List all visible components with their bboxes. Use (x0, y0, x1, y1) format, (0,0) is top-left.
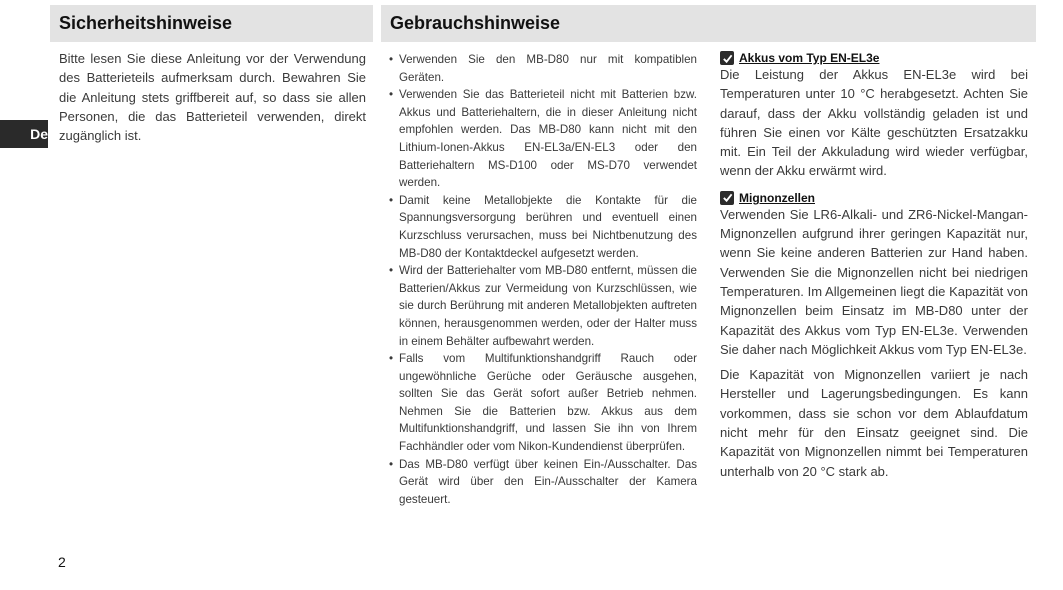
language-label: De (30, 126, 48, 142)
page-number: 2 (58, 554, 66, 570)
bullet-item: • Das MB-D80 verfügt über keinen Ein-/Ausschalter. Das Gerät wird über den Ein-/Ausschalter der Kamera gesteuert. (389, 457, 697, 506)
intro-paragraph: Bitte lesen Sie diese Anleitung vor der Verwendung des Batterieteils aufmerksam durch. Bewahren Sie die Anleitung stets griffbereit auf, so dass sie allen Personen, die das Batterieteil verwenden, direkt zugänglich ist. (59, 51, 366, 144)
section-header-safety (50, 5, 373, 42)
note-mignon-text-1: Verwenden Sie LR6-Alkali- und ZR6-Nickel-Mangan-Mignonzellen aufgrund ihrer geringen Kapazität nur, wenn Sie keine anderen Batterien zur Hand haben. Verwenden Sie die Mignonzellen nicht bei niedrigen Temperaturen. Im Allgemeinen liegt die Kapazität von Mignonzellen beim Einsatz im MB-D80 unter der Kapazität des Akkus vom Typ EN-EL3e. Verwenden Sie daher nach Möglichkeit Akkus vom Typ EN-EL3e. (720, 206, 1028, 357)
section-title-usage: Gebrauchshinweise (390, 13, 561, 33)
bullet-item: • Verwenden Sie den MB-D80 nur mit kompatiblen Geräten. (389, 53, 697, 84)
bullet-text: Falls vom Multifunktionshandgriff Rauch oder ungewöhnliche Gerüche oder Geräusche ausgehen, sollten Sie das Gerät sofort außer Betrieb nehmen. Nehmen Sie die Batterien bzw. Akkus aus dem Multifunktionshandgriff, und lassen Sie ihn von Ihrem Fachhändler oder vom Nikon-Kundendienst überprüfen. (399, 352, 697, 454)
note-title-akkus-text: Akkus vom Typ EN-EL3e (739, 51, 880, 65)
checkmark-icon (720, 191, 734, 205)
bullet-item: • Falls vom Multifunktionshandgriff Rauch oder ungewöhnliche Gerüche oder Geräusche ausgehen, sollten Sie das Gerät sofort außer Betrieb nehmen. Nehmen Sie die Batterien bzw. Akkus aus dem Multifunktionshandgriff, und lassen Sie ihn von Ihrem Fachhändler oder vom Nikon-Kundendienst überprüfen. (389, 352, 697, 454)
section-title-safety: Sicherheitshinweise (59, 13, 233, 33)
notes-column (720, 51, 1028, 481)
bullet-item: • Wird der Batteriehalter vom MB-D80 entfernt, müssen die Batterien/Akkus zur Vermeidung von Kurzschlüssen, wie sie durch Berührung mit anderen Metallobjekten auftreten können, herausgenommen werden, oder der Halter muss in einem Behälter aufbewahrt werden. (389, 264, 697, 348)
note-akkus-text: Die Leistung der Akkus EN-EL3e wird bei Temperaturen unter 10 °C herabgesetzt. Achten Sie darauf, dass der Akku vollständig geladen ist und führen Sie einen vor Kälte geschützten Ersatzakku mit. Ein Teil der Akkuladung wird wieder verfügbar, wenn der Akku erwärmt wird. (720, 67, 1028, 179)
language-tab (0, 120, 48, 148)
note-title-mignon-text: Mignonzellen (739, 190, 815, 205)
bullet-text: Damit keine Metallobjekte die Kontakte für die Spannungsversorgung berühren und eventuell einen Kurzschluss verursachen, muss bei Nichtbenutzung des MB-D80 der Kontaktdeckel aufgesetzt werden. (399, 193, 697, 260)
bullet-item: • Verwenden Sie das Batterieteil nicht mit Batterien bzw. Akkus und Batteriehaltern, die in dieser Anleitung nicht empfohlen werden. Das MB-D80 kann nicht mit den Lithium-Ionen-Akkus EN-EL3a/EN-EL3 oder den Batteriehaltern MS-D100 oder MS-D70 verwendet werden. (389, 88, 697, 190)
note-mignon-text-2: Die Kapazität von Mignonzellen variiert je nach Hersteller und Lagerungsbedingungen. Es kann vorkommen, dass sie schon vor dem Ablaufdatum nicht mehr für den Einsatz geeignet sind. Die Kapazität von Mignonzellen nimmt bei Temperaturen unterhalb von 20 °C stark ab. (720, 367, 1028, 479)
bullet-text: Wird der Batteriehalter vom MB-D80 entfernt, müssen die Batterien/Akkus zur Vermeidung von Kurzschlüssen, wie sie durch Berührung mit anderen Metallobjekten auftreten können, herausgenommen werden, oder der Halter muss in einem Behälter aufbewahrt werden. (399, 264, 697, 348)
bullet-text: Das MB-D80 verfügt über keinen Ein-/Ausschalter. Das Gerät wird über den Ein-/Ausschalter der Kamera gesteuert. (399, 457, 697, 506)
checkmark-icon (720, 51, 734, 65)
bullet-text: Verwenden Sie den MB-D80 nur mit kompatiblen Geräten. (399, 53, 697, 84)
usage-bullet-list (389, 51, 697, 508)
note-title-mignon (720, 191, 1028, 205)
bullet-item: • Damit keine Metallobjekte die Kontakte für die Spannungsversorgung berühren und eventuell einen Kurzschluss verursachen, muss bei Nichtbenutzung des MB-D80 der Kontaktdeckel aufgesetzt werden. (389, 193, 697, 260)
section-header-usage (381, 5, 1036, 42)
bullet-text: Verwenden Sie das Batterieteil nicht mit Batterien bzw. Akkus und Batteriehaltern, die in dieser Anleitung nicht empfohlen werden. Das MB-D80 kann nicht mit den Lithium-Ionen-Akkus EN-EL3a/EN-EL3 oder den Batteriehaltern MS-D100 oder MS-D70 verwendet werden. (399, 88, 697, 190)
note-title-akkus (720, 51, 1028, 65)
